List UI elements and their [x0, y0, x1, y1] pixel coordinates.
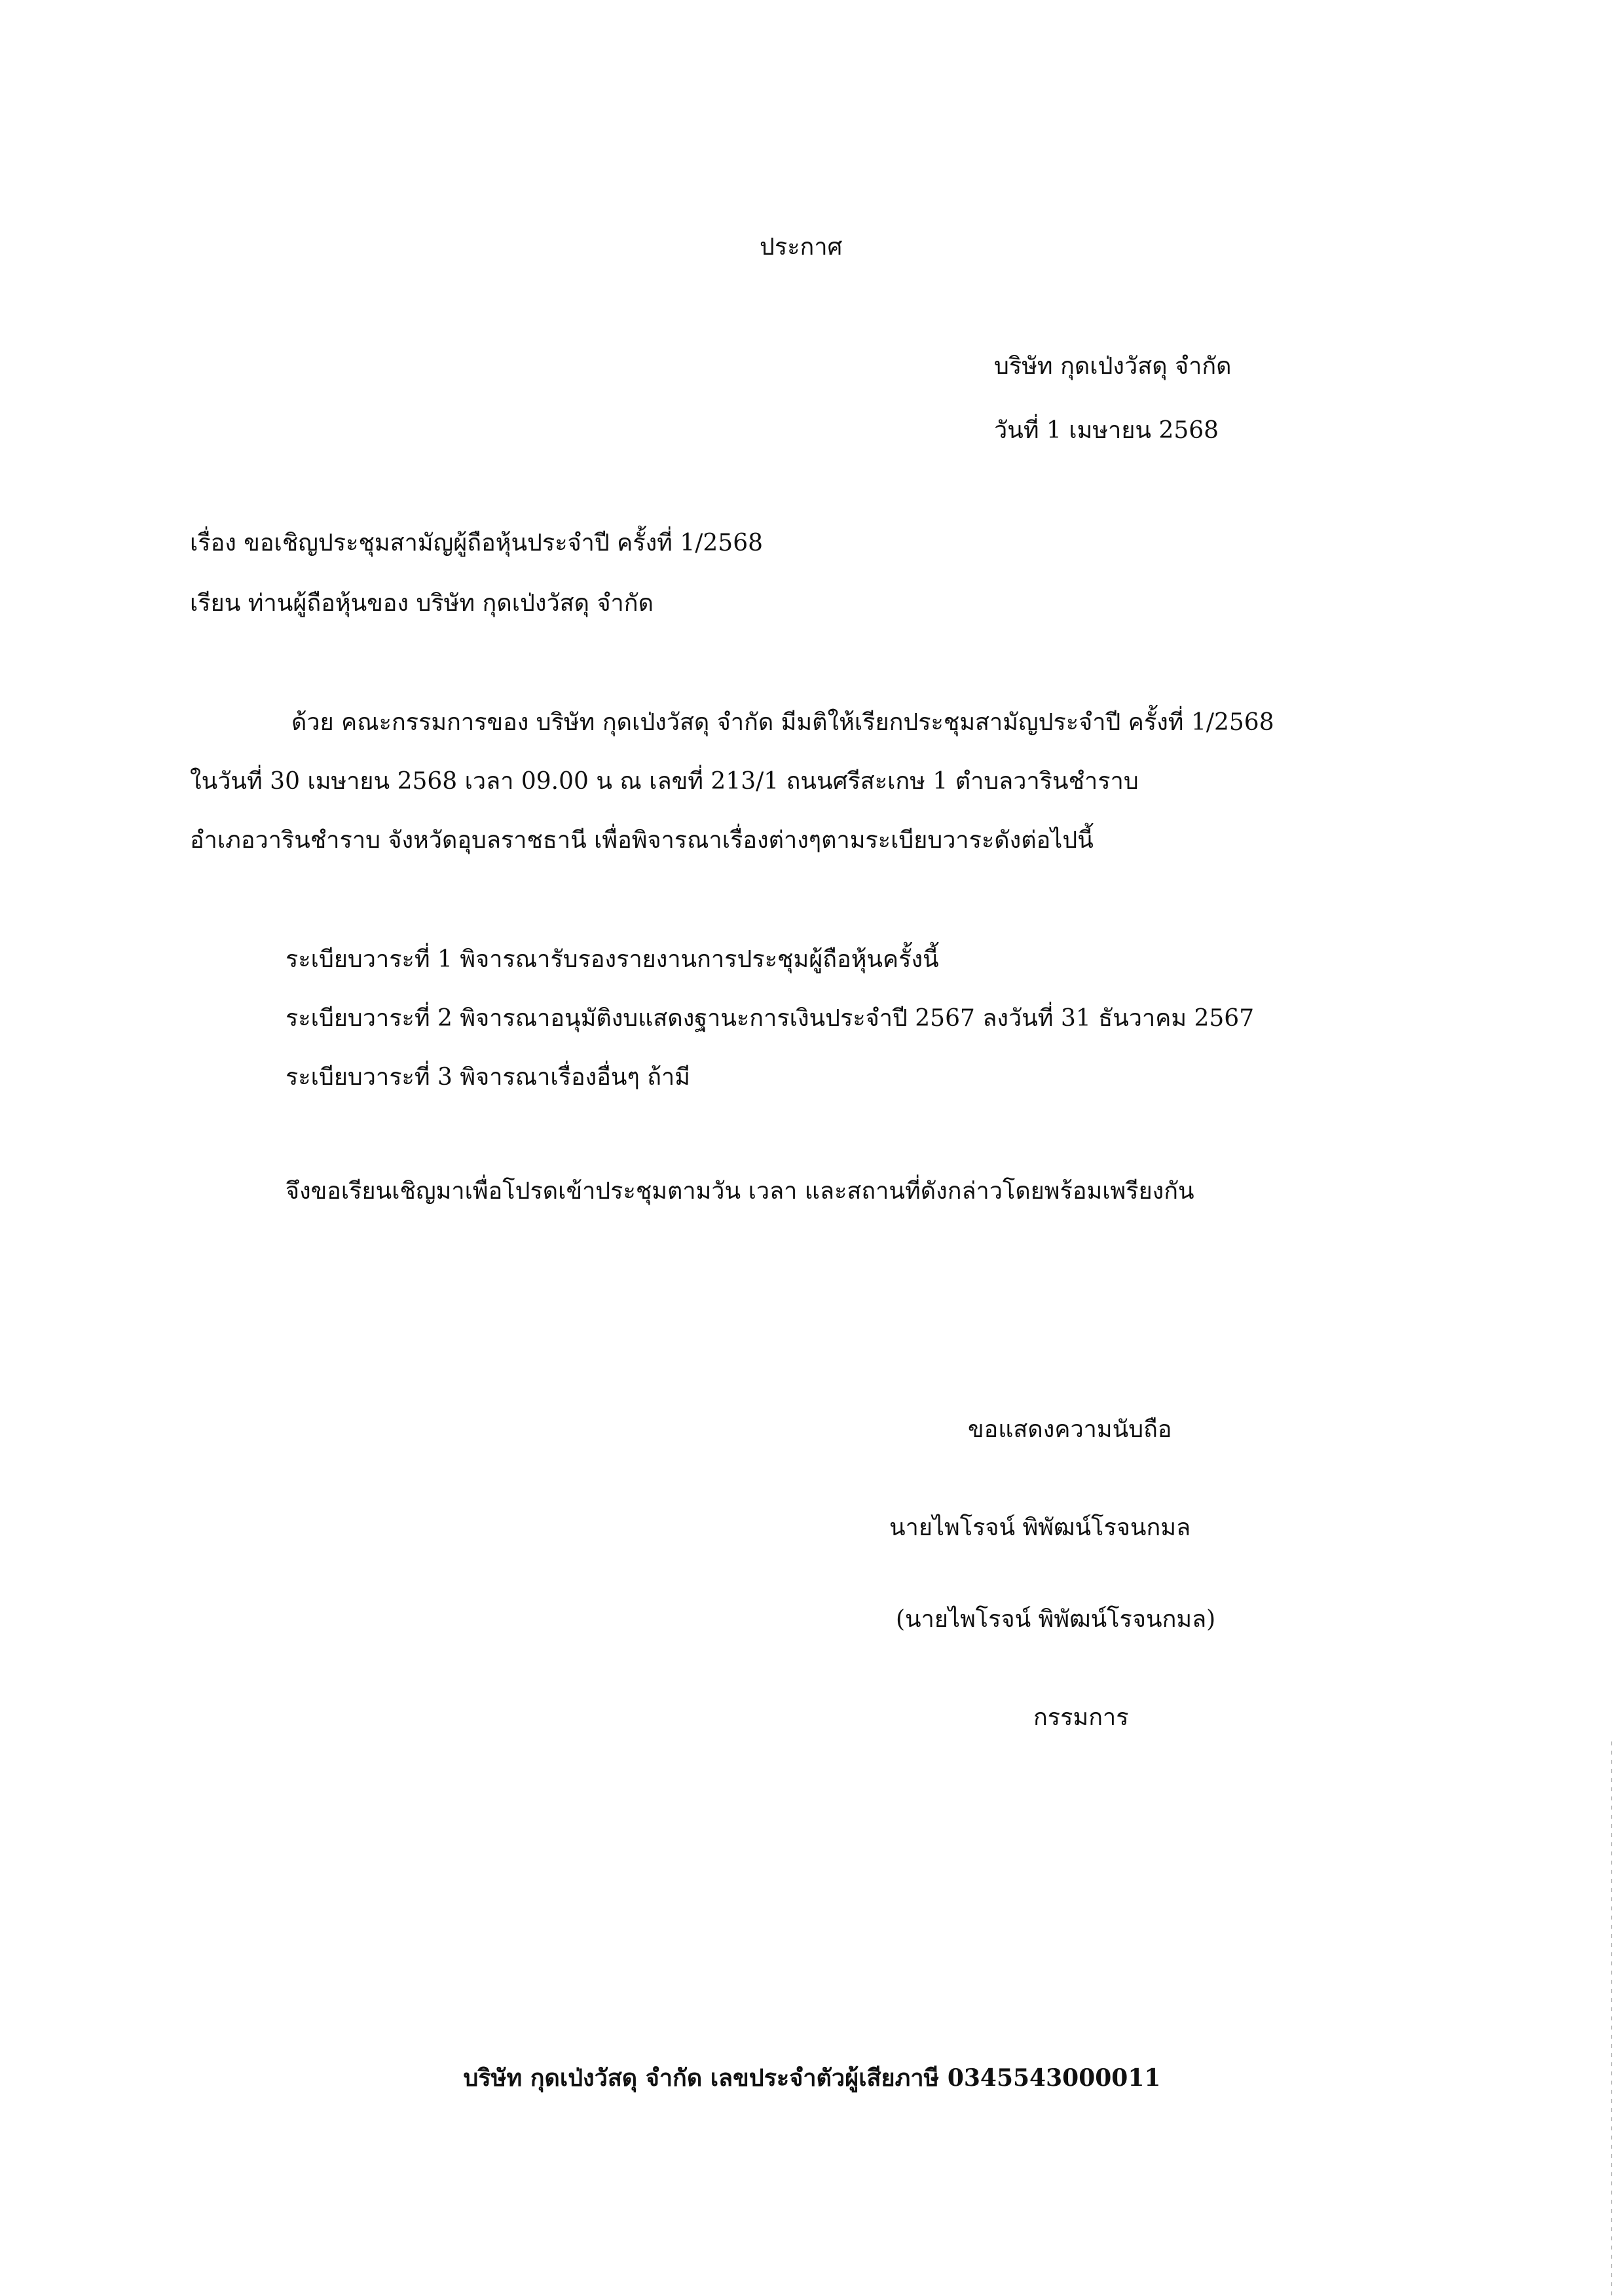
- signer-name: (นายไพโรจน์ พิพัฒน์โรจนกมล): [896, 1606, 1216, 1633]
- agenda-item-3: ระเบียบวาระที่ 3 พิจารณาเรื่องอื่นๆ ถ้ามี: [286, 1064, 690, 1091]
- scan-edge-mark: [1611, 1741, 1612, 2296]
- body-paragraph-line: ในวันที่ 30 เมษายน 2568 เวลา 09.00 น ณ เลขที่ 213/1 ถนนศรีสะเกษ 1 ตำบลวารินชำราบ: [190, 768, 1139, 795]
- body-paragraph-line: ด้วย คณะกรรมการของ บริษัท กุดเป่งวัสดุ จำกัด มีมติให้เรียกประชุมสามัญประจำปี ครั้งที่ 1/2568: [291, 709, 1274, 736]
- document-date: วันที่ 1 เมษายน 2568: [994, 417, 1219, 444]
- company-name: บริษัท กุดเป่งวัสดุ จำกัด: [994, 353, 1232, 380]
- signer-position: กรรมการ: [1033, 1704, 1129, 1731]
- body-paragraph-line: อำเภอวารินชำราบ จังหวัดอุบลราชธานี เพื่อพิจารณาเรื่องต่างๆตามระเบียบวาระดังต่อไปนี้: [190, 827, 1094, 854]
- regards-line: ขอแสดงความนับถือ: [968, 1416, 1172, 1443]
- agenda-item-1: ระเบียบวาระที่ 1 พิจารณารับรองรายงานการประชุมผู้ถือหุ้นครั้งนี้: [286, 946, 939, 973]
- closing-paragraph: จึงขอเรียนเชิญมาเพื่อโปรดเข้าประชุมตามวัน เวลา และสถานที่ดังกล่าวโดยพร้อมเพรียงกัน: [286, 1178, 1194, 1205]
- footer-company-tax-id: บริษัท กุดเป่งวัสดุ จำกัด เลขประจำตัวผู้เสียภาษี 0345543000011: [463, 2064, 1161, 2092]
- document-title: ประกาศ: [760, 234, 843, 261]
- signature-line: นายไพโรจน์ พิพัฒน์โรจนกมล: [889, 1514, 1191, 1541]
- agenda-item-2: ระเบียบวาระที่ 2 พิจารณาอนุมัติงบแสดงฐานะการเงินประจำปี 2567 ลงวันที่ 31 ธันวาคม 2567: [286, 1005, 1255, 1032]
- recipient-line: เรียน ท่านผู้ถือหุ้นของ บริษัท กุดเป่งวัสดุ จำกัด: [190, 590, 654, 617]
- subject-line: เรื่อง ขอเชิญประชุมสามัญผู้ถือหุ้นประจำปี ครั้งที่ 1/2568: [190, 530, 764, 556]
